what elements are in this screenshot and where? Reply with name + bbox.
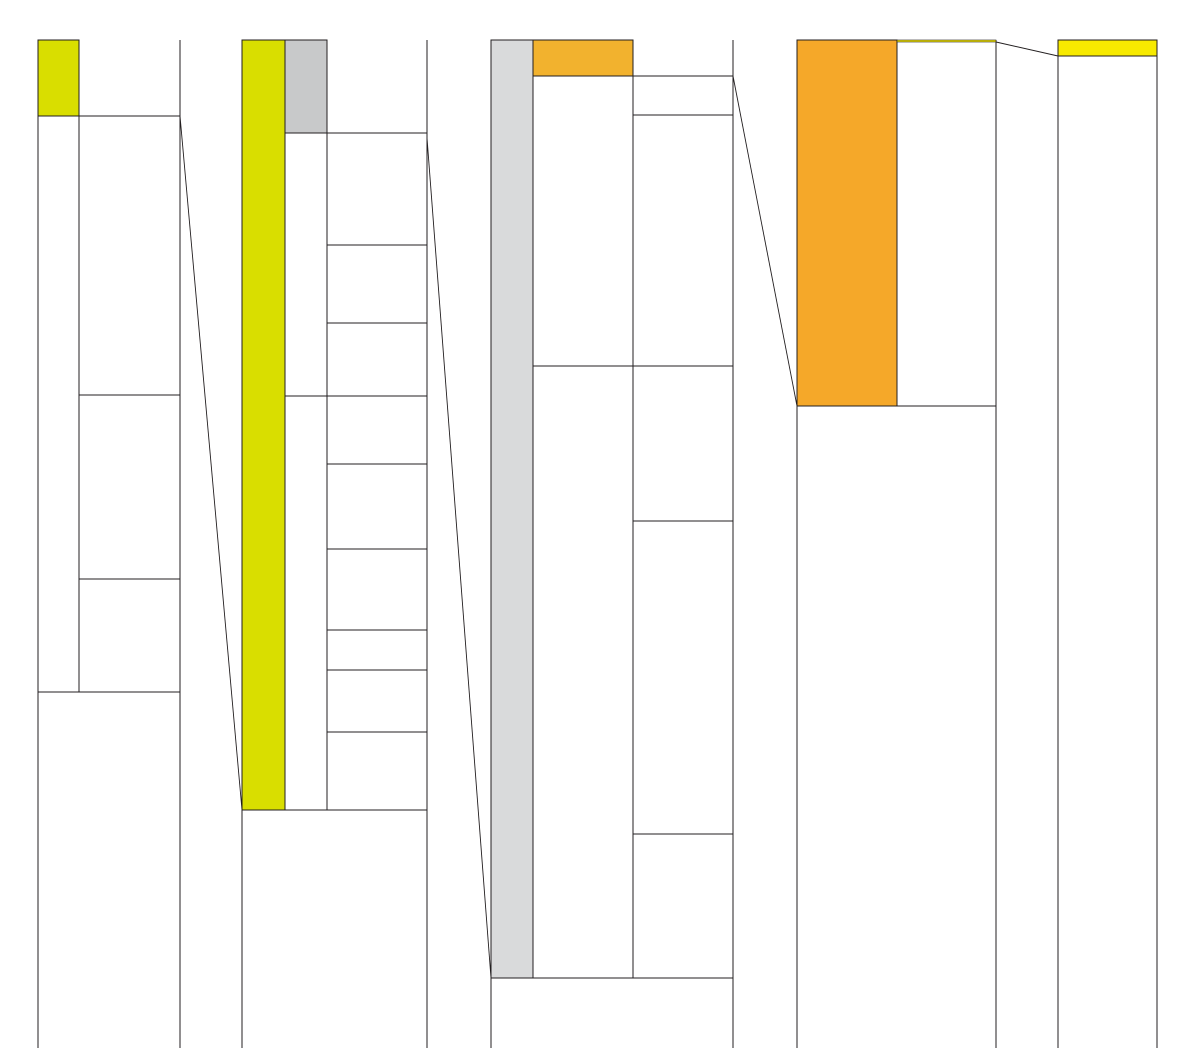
panel-2-phanerozoic-box: [242, 40, 285, 810]
panel-4-quaternary-box: [797, 40, 897, 406]
panel-3-cenozoic-box: [491, 40, 533, 978]
panel-2-mesozoic-box: [285, 133, 327, 396]
panel-2-paleozoic-box: [285, 396, 327, 810]
panel-3-quaternary-box: [533, 40, 633, 76]
connector-3-4-top: [733, 76, 797, 406]
panel-10-million-years: [491, 40, 733, 1048]
connector-4-5-top: [996, 42, 1058, 56]
panel-100-million-years: [242, 40, 427, 1048]
panel-1-phanerozoic-box: [38, 40, 79, 116]
panel-1-precambrian-box: [38, 116, 79, 692]
panel-3-neogene-box: [533, 76, 633, 366]
panel-3-paleogene-box: [533, 366, 633, 978]
panel-billion-years: [38, 40, 180, 1048]
panel-5-holocene-box: [1058, 40, 1157, 56]
panel-2-cenozoic-box: [285, 40, 327, 133]
connector-2-3-top: [427, 138, 491, 978]
connector-1-2-top: [180, 116, 242, 810]
panel-million-years: [797, 40, 996, 1048]
panel-100-thousand-years: [1058, 40, 1157, 1048]
panel-4-holocene-strip: [897, 40, 996, 42]
